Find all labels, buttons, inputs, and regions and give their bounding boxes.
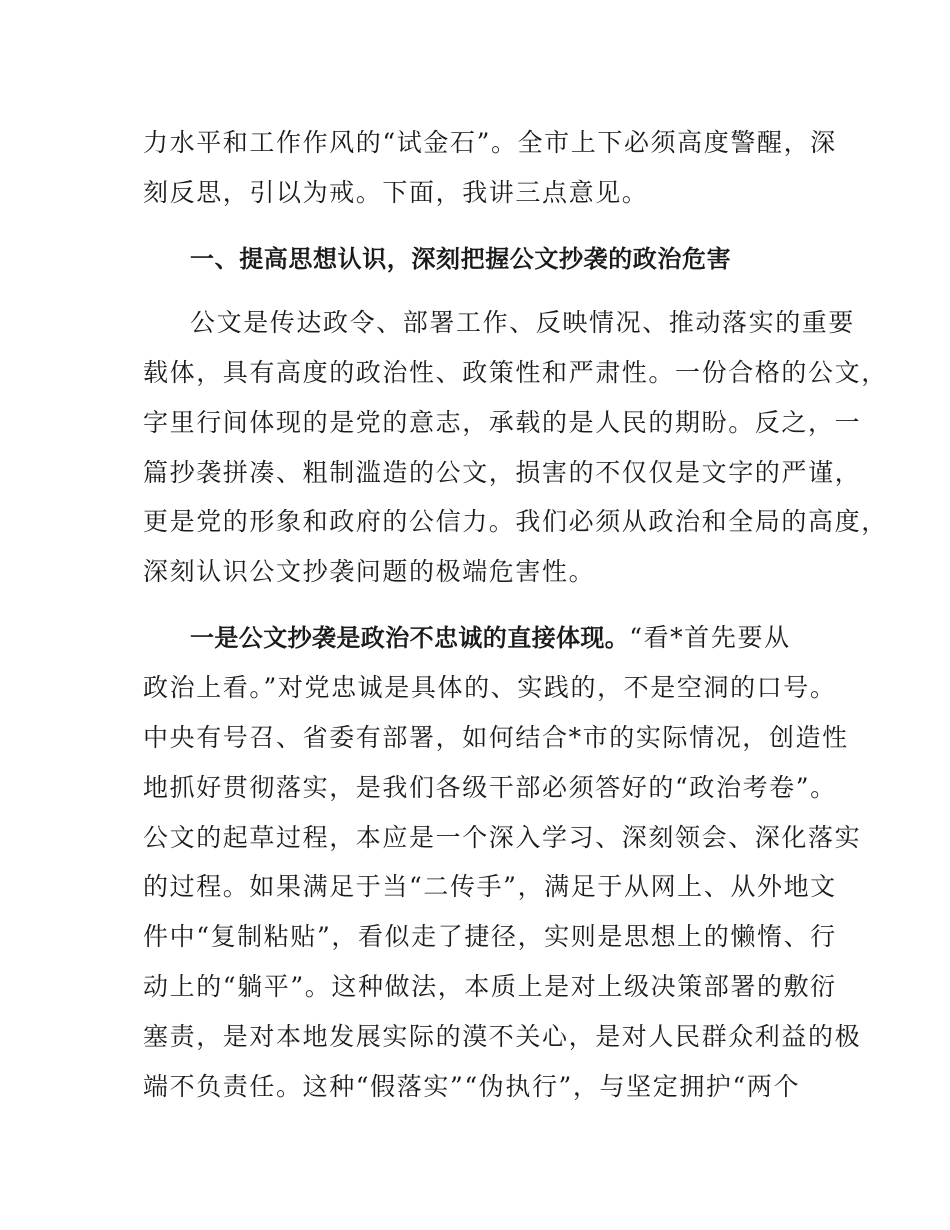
paragraph-line: 中央有号召、省委有部署，如何结合*市的实际情况，创造性 [143, 723, 849, 752]
section-heading: 一、提高思想认识，深刻把握公文抄袭的政治危害 [190, 245, 732, 273]
paragraph-line: 的过程。如果满足于当“二传手”，满足于从网上、从外地文 [143, 872, 837, 901]
paragraph-line: 件中“复制粘贴”，看似走了捷径，实则是思想上的懒惰、行 [143, 922, 837, 951]
paragraph-line: 动上的“躺平”。这种做法，本质上是对上级决策部署的敷衍 [143, 972, 837, 1001]
intro-line-2: 刻反思，引以为戒。下面，我讲三点意见。 [143, 178, 649, 207]
paragraph-line: 载体，具有高度的政治性、政策性和严肃性。一份合格的公文， [143, 358, 888, 387]
paragraph-line: 端不负责任。这种“假落实”“伪执行”，与坚定拥护“两个 [143, 1072, 801, 1101]
paragraph-line: 篇抄袭拼凑、粗制滥造的公文，损害的不仅仅是文字的严谨， [143, 458, 862, 487]
paragraph-lead-bold: 一是公文抄袭是政治不忠诚的直接体现。 [190, 624, 630, 652]
intro-line-1: 力水平和工作作风的“试金石”。全市上下必须高度警醒，深 [143, 128, 837, 157]
paragraph-lead-rest: “看*首先要从 [629, 623, 791, 652]
paragraph-line: 深刻认识公文抄袭问题的极端危害性。 [143, 557, 596, 586]
paragraph-line: 公文的起草过程，本应是一个深入学习、深刻领会、深化落实 [143, 823, 862, 852]
paragraph-line: 地抓好贯彻落实，是我们各级干部必须答好的“政治考卷”。 [143, 773, 837, 802]
paragraph-line: 更是党的形象和政府的公信力。我们必须从政治和全局的高度， [143, 507, 888, 536]
paragraph-line: 字里行间体现的是党的意志，承载的是人民的期盼。反之，一 [143, 408, 862, 437]
paragraph-line: 政治上看。”对党忠诚是具体的、实践的，不是空洞的口号。 [143, 673, 837, 702]
paragraph-first-line [190, 620, 890, 656]
paragraph-line: 塞责，是对本地发展实际的漠不关心，是对人民群众利益的极 [143, 1022, 862, 1051]
paragraph-line: 公文是传达政令、部署工作、反映情况、推动落实的重要 [190, 308, 856, 337]
